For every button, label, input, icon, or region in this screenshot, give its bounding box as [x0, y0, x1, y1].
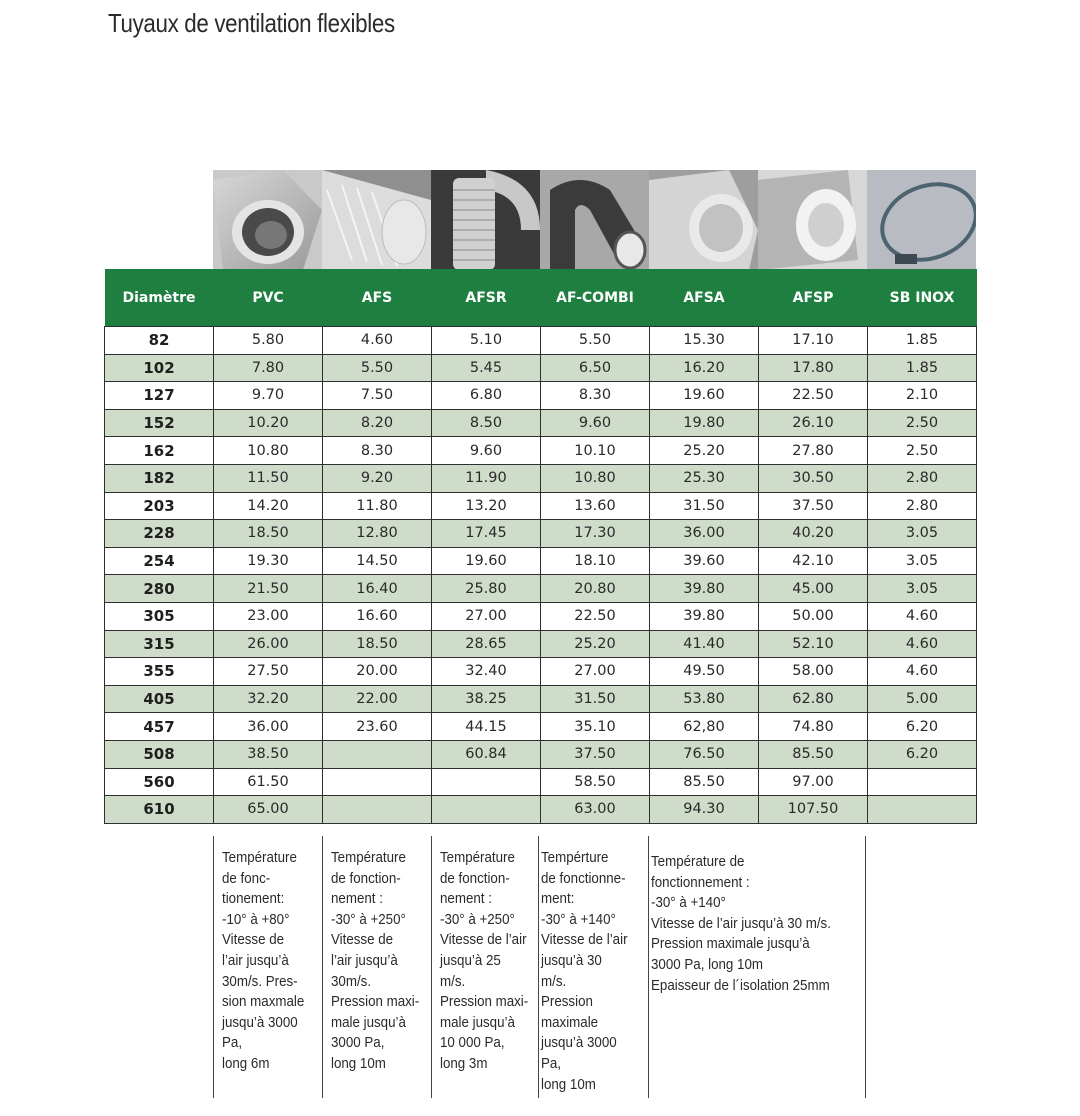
price-cell: 26.00	[214, 630, 323, 658]
price-cell: 2.50	[868, 437, 977, 465]
note-pvc	[213, 836, 322, 1098]
table-row	[105, 685, 977, 713]
price-cell: 37.50	[759, 492, 868, 520]
price-cell: 28.65	[432, 630, 541, 658]
diameter-cell: 254	[105, 547, 214, 575]
flexible-duct-afs-photo-icon	[322, 170, 431, 270]
table-row	[105, 492, 977, 520]
price-cell: 14.50	[323, 547, 432, 575]
price-cell: 6.50	[541, 354, 650, 382]
price-cell	[868, 768, 977, 796]
price-cell: 19.60	[650, 382, 759, 410]
price-cell: 23.60	[323, 713, 432, 741]
price-cell: 10.20	[214, 409, 323, 437]
price-cell: 25.20	[541, 630, 650, 658]
price-cell: 11.90	[432, 464, 541, 492]
price-cell: 22.00	[323, 685, 432, 713]
price-cell: 25.80	[432, 575, 541, 603]
price-cell: 94.30	[650, 796, 759, 824]
table-header-row	[105, 269, 977, 327]
price-cell: 20.80	[541, 575, 650, 603]
column-header-diam-tre: Diamètre	[105, 269, 214, 327]
table-row	[105, 658, 977, 686]
price-cell: 38.50	[214, 740, 323, 768]
price-cell: 5.50	[541, 327, 650, 355]
price-cell: 3.05	[868, 575, 977, 603]
price-cell: 107.50	[759, 796, 868, 824]
price-cell: 38.25	[432, 685, 541, 713]
price-cell: 8.30	[323, 437, 432, 465]
page-title: Tuyaux de ventilation flexibles	[108, 8, 395, 38]
price-cell: 2.80	[868, 492, 977, 520]
table-row	[105, 547, 977, 575]
price-cell: 39.80	[650, 602, 759, 630]
flexible-duct-pvc-photo-icon	[213, 170, 322, 270]
price-cell: 36.00	[650, 520, 759, 548]
price-cell: 25.20	[650, 437, 759, 465]
price-cell: 17.10	[759, 327, 868, 355]
price-cell: 74.80	[759, 713, 868, 741]
price-cell: 49.50	[650, 658, 759, 686]
note-sbinox-divider	[865, 836, 866, 1098]
price-table	[104, 269, 977, 824]
price-cell: 11.80	[323, 492, 432, 520]
price-cell: 32.40	[432, 658, 541, 686]
price-cell: 85.50	[759, 740, 868, 768]
price-cell: 7.80	[214, 354, 323, 382]
note-afcombi	[538, 836, 648, 1098]
table-row	[105, 382, 977, 410]
price-cell: 6.20	[868, 740, 977, 768]
price-cell: 9.60	[432, 437, 541, 465]
price-cell: 5.45	[432, 354, 541, 382]
diameter-cell: 457	[105, 713, 214, 741]
table-row	[105, 437, 977, 465]
price-cell: 7.50	[323, 382, 432, 410]
price-cell: 62.80	[759, 685, 868, 713]
price-cell	[868, 796, 977, 824]
price-cell: 17.80	[759, 354, 868, 382]
price-cell: 41.40	[650, 630, 759, 658]
price-cell: 32.20	[214, 685, 323, 713]
table-row	[105, 740, 977, 768]
diameter-cell: 610	[105, 796, 214, 824]
price-cell: 22.50	[541, 602, 650, 630]
price-cell: 4.60	[868, 630, 977, 658]
diameter-cell: 508	[105, 740, 214, 768]
price-cell: 22.50	[759, 382, 868, 410]
diameter-cell: 162	[105, 437, 214, 465]
table-row	[105, 602, 977, 630]
price-cell: 31.50	[650, 492, 759, 520]
diameter-cell: 315	[105, 630, 214, 658]
price-cell: 4.60	[868, 658, 977, 686]
price-cell: 8.50	[432, 409, 541, 437]
table-row	[105, 327, 977, 355]
price-cell: 18.50	[323, 630, 432, 658]
note-afs-text: Température de fonction- nement : -30° à +250° Vitesse de l’air jusqu’à 30m/s. Pression maxi- male jusqu’à 3000 Pa, long 10m	[331, 850, 420, 1072]
price-cell: 12.80	[323, 520, 432, 548]
price-cell: 9.70	[214, 382, 323, 410]
price-cell: 10.80	[214, 437, 323, 465]
price-cell: 2.10	[868, 382, 977, 410]
price-cell: 5.50	[323, 354, 432, 382]
table-row	[105, 768, 977, 796]
diameter-cell: 203	[105, 492, 214, 520]
price-cell: 65.00	[214, 796, 323, 824]
table-row	[105, 520, 977, 548]
price-cell: 53.80	[650, 685, 759, 713]
diameter-cell: 280	[105, 575, 214, 603]
price-cell: 40.20	[759, 520, 868, 548]
price-cell: 76.50	[650, 740, 759, 768]
note-afcombi-text: Tempérture de fonctionne- ment: -30° à +140° Vitesse de l’air jusqu’à 30 m/s. Pression maximale jusqu’à 3000 Pa, long 10m	[541, 850, 628, 1093]
diameter-cell: 355	[105, 658, 214, 686]
price-cell: 52.10	[759, 630, 868, 658]
price-cell: 9.60	[541, 409, 650, 437]
product-photo-strip	[213, 170, 976, 270]
flexible-duct-afsr-photo-icon	[431, 170, 540, 270]
price-cell	[323, 768, 432, 796]
price-cell: 27.00	[432, 602, 541, 630]
price-cell: 8.20	[323, 409, 432, 437]
price-cell: 1.85	[868, 354, 977, 382]
price-cell: 13.20	[432, 492, 541, 520]
price-cell: 8.30	[541, 382, 650, 410]
diameter-cell: 405	[105, 685, 214, 713]
table-row	[105, 630, 977, 658]
price-cell: 39.60	[650, 547, 759, 575]
price-cell: 30.50	[759, 464, 868, 492]
price-cell: 27.50	[214, 658, 323, 686]
table-row	[105, 464, 977, 492]
price-cell: 36.00	[214, 713, 323, 741]
price-cell: 10.80	[541, 464, 650, 492]
flexible-duct-afsp-photo-icon	[758, 170, 867, 270]
price-cell: 85.50	[650, 768, 759, 796]
column-header-afsp: AFSP	[759, 269, 868, 327]
price-cell: 15.30	[650, 327, 759, 355]
price-cell: 45.00	[759, 575, 868, 603]
price-cell: 37.50	[541, 740, 650, 768]
diameter-cell: 152	[105, 409, 214, 437]
column-header-afsr: AFSR	[432, 269, 541, 327]
price-cell: 62,80	[650, 713, 759, 741]
flexible-duct-afcombi-photo-icon	[540, 170, 649, 270]
hose-clamp-photo-icon	[867, 170, 976, 270]
price-cell: 31.50	[541, 685, 650, 713]
note-afsr	[431, 836, 538, 1098]
diameter-cell: 102	[105, 354, 214, 382]
price-cell: 17.45	[432, 520, 541, 548]
note-afsa-afsp	[648, 836, 865, 1098]
price-cell: 97.00	[759, 768, 868, 796]
diameter-cell: 305	[105, 602, 214, 630]
price-cell: 21.50	[214, 575, 323, 603]
price-cell: 58.00	[759, 658, 868, 686]
price-cell	[323, 796, 432, 824]
price-cell: 61.50	[214, 768, 323, 796]
table-row	[105, 575, 977, 603]
price-cell: 19.30	[214, 547, 323, 575]
price-cell: 39.80	[650, 575, 759, 603]
table-row	[105, 796, 977, 824]
price-cell: 20.00	[323, 658, 432, 686]
price-cell: 17.30	[541, 520, 650, 548]
diameter-cell: 182	[105, 464, 214, 492]
price-cell: 35.10	[541, 713, 650, 741]
price-cell: 3.05	[868, 520, 977, 548]
diameter-cell: 127	[105, 382, 214, 410]
note-afsr-text: Température de fonction- nement : -30° à +250° Vitesse de l’air jusqu’à 25 m/s. Pression maxi- male jusqu’à 10 000 Pa, long 3m	[440, 850, 529, 1072]
price-cell: 26.10	[759, 409, 868, 437]
price-cell: 16.40	[323, 575, 432, 603]
price-cell: 2.50	[868, 409, 977, 437]
diameter-cell: 228	[105, 520, 214, 548]
price-cell: 6.80	[432, 382, 541, 410]
column-header-sb-inox: SB INOX	[868, 269, 977, 327]
price-cell: 19.60	[432, 547, 541, 575]
price-cell: 58.50	[541, 768, 650, 796]
price-cell: 27.80	[759, 437, 868, 465]
price-cell: 4.60	[323, 327, 432, 355]
price-cell: 6.20	[868, 713, 977, 741]
price-cell: 5.80	[214, 327, 323, 355]
price-cell: 9.20	[323, 464, 432, 492]
table-body	[105, 327, 977, 824]
table-row	[105, 354, 977, 382]
price-cell	[323, 740, 432, 768]
column-header-afs: AFS	[323, 269, 432, 327]
diameter-cell: 82	[105, 327, 214, 355]
price-cell: 60.84	[432, 740, 541, 768]
note-pvc-text: Température de fonc- tionement: -10° à +80° Vitesse de l’air jusqu’à 30m/s. Pres- sion maxmale jusqu’à 3000 Pa, long 6m	[222, 850, 305, 1072]
diameter-cell: 560	[105, 768, 214, 796]
price-cell: 18.50	[214, 520, 323, 548]
price-cell: 5.10	[432, 327, 541, 355]
price-cell: 4.60	[868, 602, 977, 630]
price-cell: 10.10	[541, 437, 650, 465]
price-cell: 18.10	[541, 547, 650, 575]
column-header-af-combi: AF-COMBI	[541, 269, 650, 327]
price-cell: 13.60	[541, 492, 650, 520]
note-afs	[322, 836, 431, 1098]
table-row	[105, 409, 977, 437]
price-cell: 16.20	[650, 354, 759, 382]
price-cell: 16.60	[323, 602, 432, 630]
price-cell: 42.10	[759, 547, 868, 575]
table-row	[105, 713, 977, 741]
product-notes	[213, 836, 866, 1098]
price-cell: 63.00	[541, 796, 650, 824]
price-cell	[432, 796, 541, 824]
price-cell: 50.00	[759, 602, 868, 630]
price-cell: 11.50	[214, 464, 323, 492]
price-cell: 23.00	[214, 602, 323, 630]
price-cell: 2.80	[868, 464, 977, 492]
note-afsa-afsp-text: Température de fonctionnement : -30° à +140° Vitesse de l’air jusqu’à 30 m/s. Pression maximale jusqu’à 3000 Pa, long 10m Epaisseur de l´isolation 25mm	[651, 854, 831, 994]
price-cell: 3.05	[868, 547, 977, 575]
price-cell: 1.85	[868, 327, 977, 355]
column-header-afsa: AFSA	[650, 269, 759, 327]
flexible-duct-afsa-photo-icon	[649, 170, 758, 270]
price-cell: 27.00	[541, 658, 650, 686]
price-cell: 25.30	[650, 464, 759, 492]
price-cell: 44.15	[432, 713, 541, 741]
price-cell: 5.00	[868, 685, 977, 713]
price-cell	[432, 768, 541, 796]
price-cell: 14.20	[214, 492, 323, 520]
price-cell: 19.80	[650, 409, 759, 437]
column-header-pvc: PVC	[214, 269, 323, 327]
